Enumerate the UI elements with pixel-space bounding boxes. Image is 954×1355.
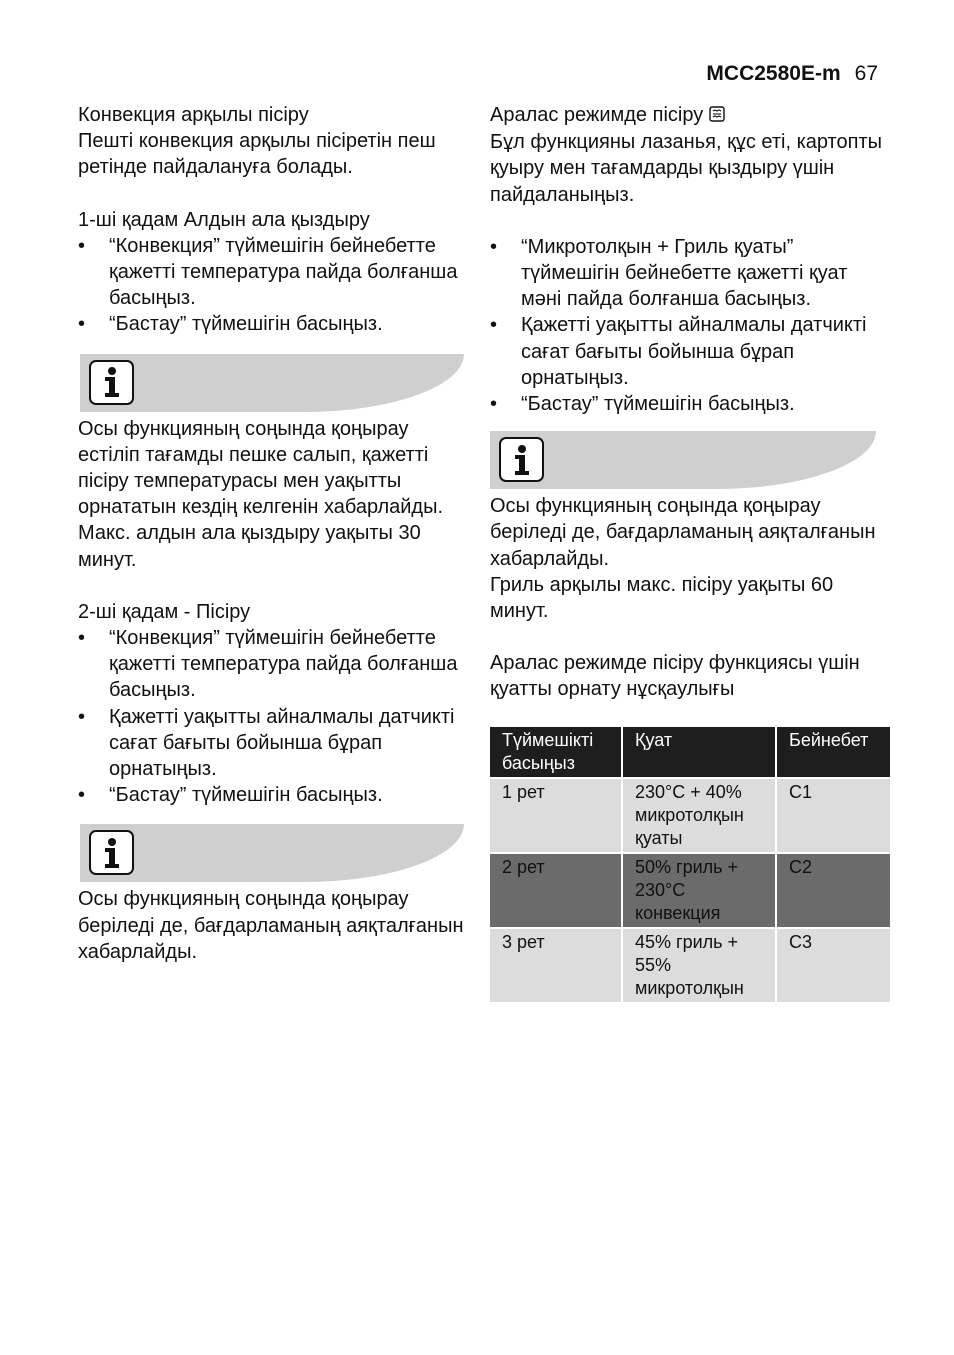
table-cell: 2 рет: [490, 853, 622, 928]
step2-title: 2-ші қадам - Пісіру: [78, 600, 251, 623]
table-cell: 230°C + 40% микротолқын қуаты: [622, 778, 776, 853]
list-item: • Қажетті уақытты айналмалы датчикті сағат бағыты бойынша бұрап орнатыңыз.: [78, 704, 474, 783]
section-title-convection: Конвекция арқылы пісіру: [78, 104, 309, 126]
info-icon: [89, 830, 134, 875]
left-column: [78, 102, 474, 965]
combi-mode-icon: [709, 103, 725, 129]
info-note-bar: [80, 824, 464, 882]
table-cell: 50% гриль + 230°C конвекция: [622, 853, 776, 928]
table-cell: C3: [776, 928, 890, 1003]
power-settings-table: [490, 727, 890, 1004]
page-number: 67: [854, 62, 878, 85]
list-item: • Қажетті уақытты айналмалы датчикті сағат бағыты бойынша бұрап орнатыңыз.: [490, 312, 890, 391]
info-note-bar: [490, 431, 876, 489]
page-header: [706, 62, 878, 86]
table-title: Аралас режимде пісіру функциясы үшін қуатты орнату нұсқаулығы: [490, 652, 860, 701]
table-cell: 45% гриль + 55% микротолқын: [622, 928, 776, 1003]
note2-text: Осы функцияның соңында қоңырау беріледі де, бағдарламаның аяқталғанын хабарлайды.: [78, 888, 464, 963]
step1-list: [78, 233, 474, 338]
list-item: • “Бастау” түймешігін басыңыз.: [490, 391, 890, 417]
table-cell: 3 рет: [490, 928, 622, 1003]
table-header-cell: Бейнебет: [776, 727, 890, 778]
table-row: [490, 853, 890, 928]
combi-title-text: Аралас режимде пісіру: [490, 104, 704, 126]
note1-preheat-time: Макс. алдын ала қыздыру уақыты 30 минут.: [78, 522, 421, 571]
combi-note-text: Осы функцияның соңында қоңырау беріледі де, бағдарламаның аяқталғанын хабарлайды.: [490, 495, 876, 570]
note1-text: Осы функцияның соңында қоңырау естіліп тағамды пешке салып, қажетті пісіру температурасы мен уақытты орнататын кездің келгенін хабарлайды.: [78, 417, 444, 519]
table-cell: 1 рет: [490, 778, 622, 853]
list-item: • “Бастау” түймешігін басыңыз.: [78, 311, 474, 337]
step1-title: 1-ші қадам Алдын ала қыздыру: [78, 208, 370, 231]
table-row: [490, 928, 890, 1003]
list-item: • “Конвекция” түймешігін бейнебетте қажетті температура пайда болғанша басыңыз.: [78, 625, 474, 704]
table-header-cell: Түймешікті басыңыз: [490, 727, 622, 778]
convection-description: Пешті конвекция арқылы пісіретін пеш ретінде пайдалануға болады.: [78, 130, 436, 179]
table-row: [490, 778, 890, 853]
list-item: • “Конвекция” түймешігін бейнебетте қажетті температура пайда болғанша басыңыз.: [78, 233, 474, 312]
table-header-row: [490, 727, 890, 778]
combi-steps-list: [490, 234, 890, 417]
section-title-combi: [490, 102, 890, 129]
list-item: • “Бастау” түймешігін басыңыз.: [78, 782, 474, 808]
model-name: MCC2580E-m: [706, 62, 841, 85]
table-header-cell: Қуат: [622, 727, 776, 778]
right-column: [490, 102, 890, 1004]
combi-grill-time: Гриль арқылы макс. пісіру уақыты 60 минут.: [490, 573, 834, 623]
info-icon: [499, 437, 544, 482]
info-icon: [89, 360, 134, 405]
list-item: • “Микротолқын + Гриль қуаты” түймешігін бейнебетте қажетті қуат мәні пайда болғанша басыңыз.: [490, 234, 890, 313]
table-cell: C2: [776, 853, 890, 928]
step2-list: [78, 625, 474, 808]
table-cell: C1: [776, 778, 890, 853]
info-note-bar: [80, 354, 464, 412]
combi-description: Бұл функцияны лазанья, құс еті, картопты қуыру мен тағамдарды қыздыру үшін пайдаланыңыз.: [490, 131, 882, 206]
